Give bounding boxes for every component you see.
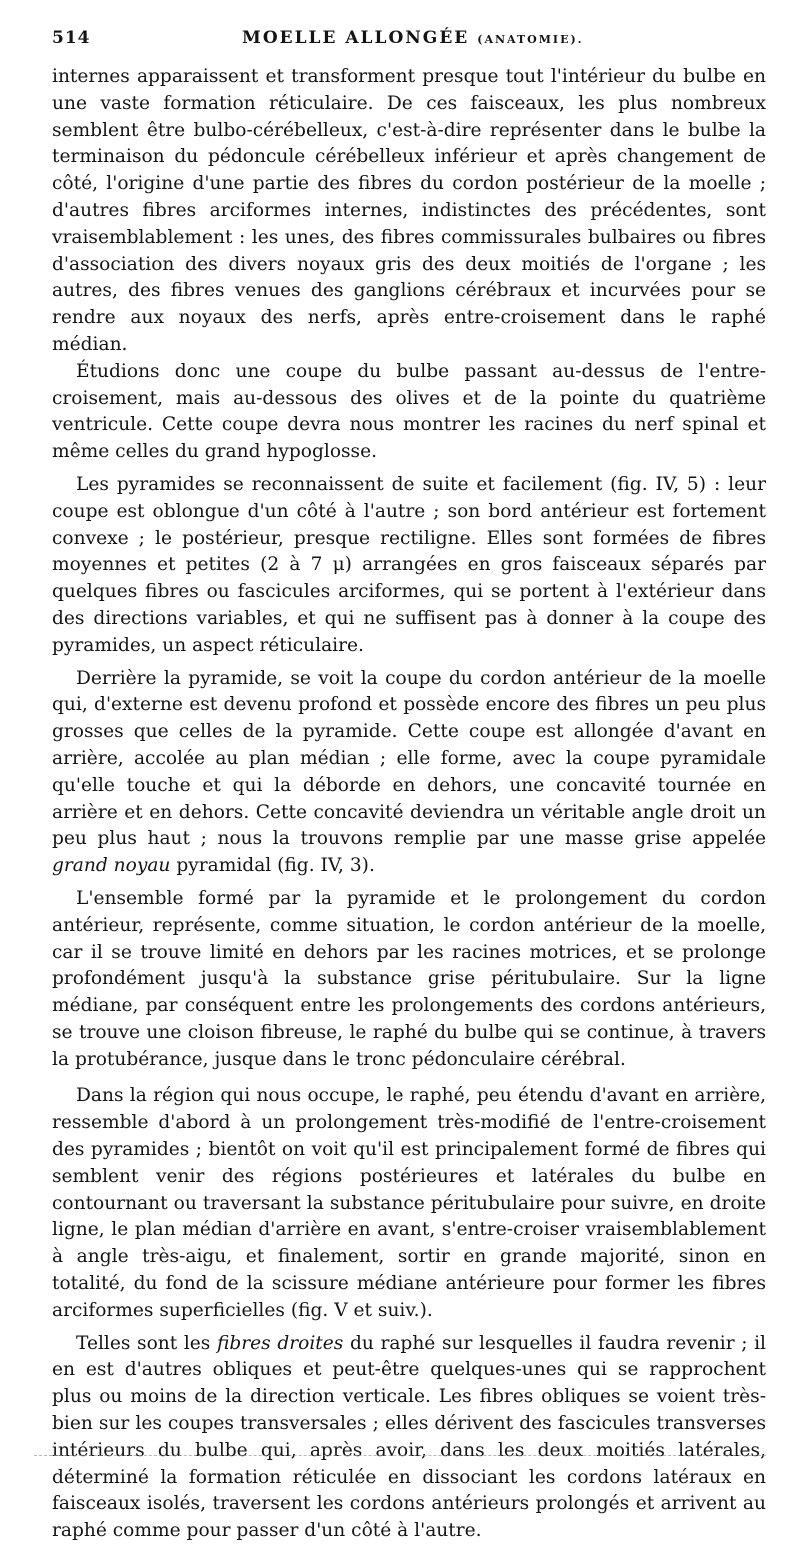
paragraph-7-italic-term: fibres droites [216, 1332, 344, 1354]
paragraph-5 [52, 886, 766, 1074]
paragraph-4-text-after: pyramidal (fig. IV, 3). [176, 855, 375, 877]
paragraph-1-text: internes apparaissent et transforment presque tout l'intérieur du bulbe en une vaste formation réticulaire. De ces faisceaux, les plus nombreux semblent être bulbo-cérébelleux, c'est-à-dire représenter dans le bulbe la terminaison du pédoncule cérébelleux inférieur et après changement de côté, l'origine d'une partie des fibres du cordon postérieur de la moelle ; d'autres fibres arciformes internes, indistinctes des précédentes, sont vraisemblablement : les unes, des fibres commissurales bulbaires ou fibres d'association des divers noyaux gris des deux moitiés de l'organe ; les autres, des fibres venues des ganglions cérébraux et incurvées pour se rendre aux noyaux des nerfs, après entre-croisement dans le raphé médian. [52, 66, 766, 355]
paragraph-2 [52, 359, 766, 466]
running-title: MOELLE ALLONGÉE [242, 28, 470, 48]
running-subject: (ANATOMIE). [477, 33, 584, 46]
paragraph-6 [52, 1083, 766, 1324]
footer-rule [34, 1455, 766, 1456]
paragraph-2-text: Étudions donc une coupe du bulbe passant au-dessus de l'entre-croisement, mais au-dessous des olives et de la pointe du quatrième ventricule. Cette coupe devra nous montrer les racines du nerf spinal et même celles du grand hypoglosse. [52, 360, 766, 463]
paragraph-7-text-after: du raphé sur lesquelles il faudra revenir ; il en est d'autres obliques et peut-être quelques-unes qui se rapprochent plus ou moins de la direction verticale. Les fibres obliques se voient très-bien sur les coupes transversales ; elles dérivent des fascicules transverses intérieurs du bulbe qui, après avoir, dans les deux moitiés latérales, déterminé la formation réticulée en dissociant les cordons latéraux en faisceaux isolés, traversent les cordons antérieurs prolongés et arrivent au raphé comme pour passer d'un côté à l'autre. [52, 1332, 766, 1542]
paragraph-7-text: Telles sont les [76, 1332, 211, 1354]
paragraph-1 [52, 64, 766, 359]
paragraph-7 [52, 1331, 766, 1545]
paragraph-3-text: Les pyramides se reconnaissent de suite et facilement (fig. IV, 5) : leur coupe est oblongue d'un côté à l'autre ; son bord antérieur est fortement convexe ; le postérieur, presque rectiligne. Elles sont formées de fibres moyennes et petites (2 à 7 μ) arrangées en gros faisceaux séparés par quelques fibres ou fascicules arciformes, qui se portent à l'extérieur dans des directions variables, et qui ne suffisent pas à donner à la coupe des pyramides, un aspect réticulaire. [52, 473, 766, 656]
paragraph-6-text: Dans la région qui nous occupe, le raphé, peu étendu d'avant en arrière, ressemble d'abord à un prolongement très-modifié de l'entre-croisement des pyramides ; bientôt on voit qu'il est principalement formé de fibres qui semblent venir des régions postérieures et latérales du bulbe en contournant ou traversant la substance péritubulaire pour suivre, en droite ligne, le plan médian d'arrière en avant, s'entre-croiser vraisemblablement à angle très-aigu, et finalement, sortir en grande majorité, sinon en totalité, du fond de la scissure médiane antérieure pour former les fibres arciformes superficielles (fig. V et suiv.). [52, 1085, 766, 1321]
paragraph-4-italic-term: grand noyau [52, 855, 171, 877]
text-body [52, 64, 766, 1545]
page-number: 514 [52, 28, 91, 48]
paragraph-5-text: L'ensemble formé par la pyramide et le prolongement du cordon antérieur, représente, comme situation, le cordon antérieur de la moelle, car il se trouve limité en dehors par les racines motrices, et se prolonge profondément jusqu'à la substance grise péritubulaire. Sur la ligne médiane, par conséquent entre les prolongements des cordons antérieurs, se trouve une cloison fibreuse, le raphé du bulbe qui se continue, à travers la protubérance, jusque dans le tronc pédonculaire cérébral. [52, 887, 766, 1070]
paragraph-4-text: Derrière la pyramide, se voit la coupe du cordon antérieur de la moelle qui, d'externe est devenu profond et possède encore des fibres un peu plus grosses que celles de la pyramide. Cette coupe est allongée d'avant en arrière, accolée au plan médian ; elle forme, avec la coupe pyramidale qu'elle touche et qui la déborde en dehors, une concavité tournée en arrière et en dehors. Cette concavité deviendra un véritable angle droit un peu plus haut ; nous la trouvons remplie par une masse grise appelée [52, 667, 766, 850]
paragraph-4 [52, 666, 766, 880]
paragraph-3 [52, 472, 766, 660]
running-head [52, 28, 766, 64]
